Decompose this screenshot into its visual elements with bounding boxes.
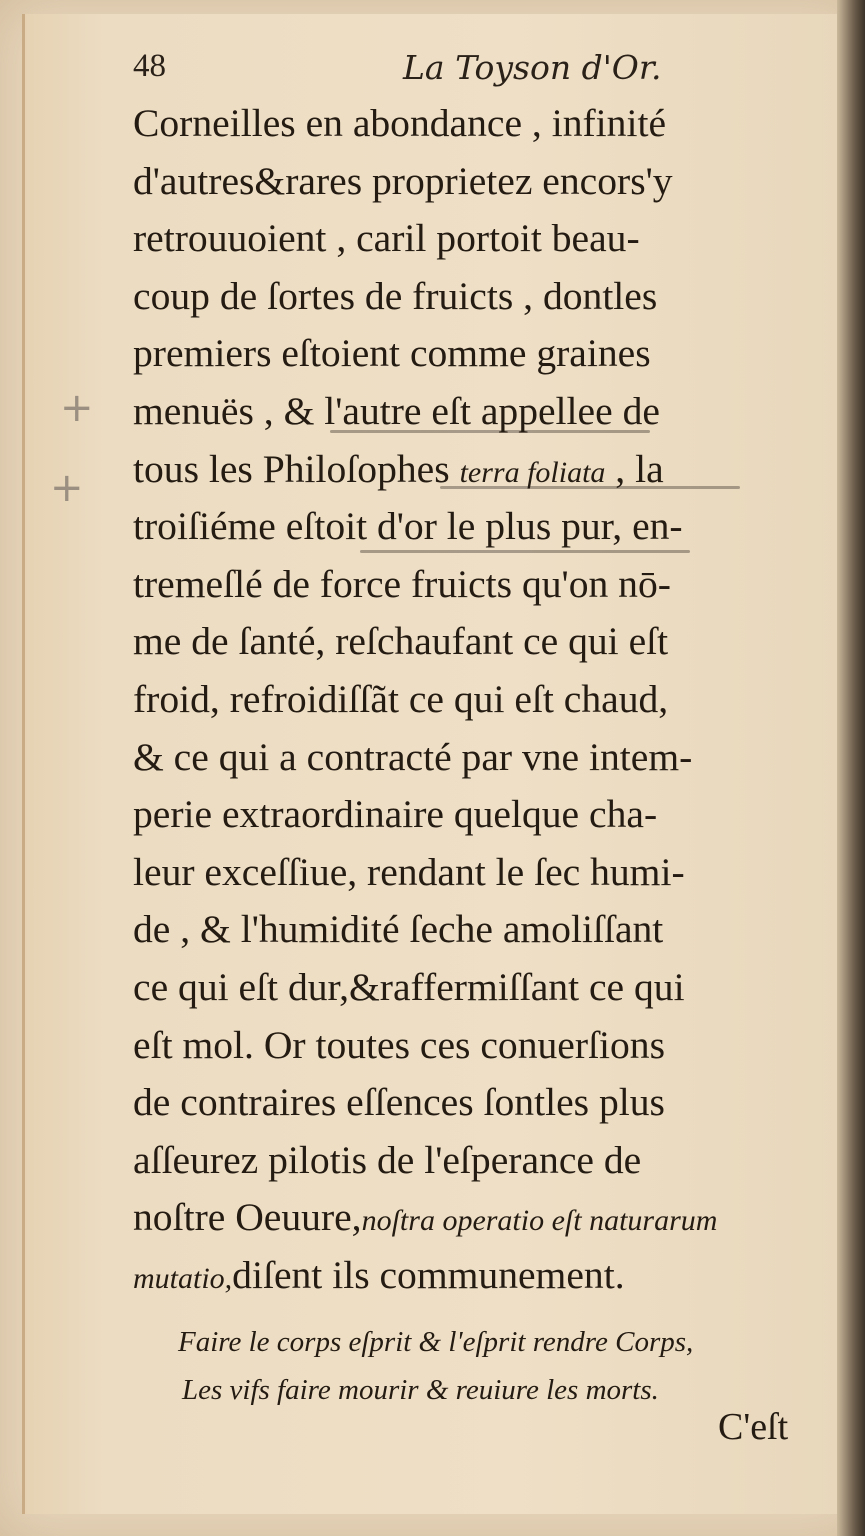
text-line: premiers eſtoient comme graines bbox=[133, 331, 651, 376]
text-line: coup de ſortes de fruicts , dontles bbox=[133, 273, 658, 318]
text-line: perie extraordinaire quelque cha- bbox=[133, 792, 658, 837]
text-line bbox=[133, 1247, 823, 1305]
text-line: aſſeurez pilotis de l'eſperance de bbox=[133, 1137, 642, 1182]
verse-block bbox=[178, 1318, 818, 1414]
book-spine bbox=[837, 0, 865, 1536]
pencil-cross-mark: + bbox=[60, 385, 94, 431]
italic-phrase: terra foliata bbox=[459, 455, 606, 489]
italic-phrase: noſtra operatio eſt naturarum bbox=[361, 1204, 718, 1238]
text-line: ce qui eſt dur,&raffermiſſant ce qui bbox=[133, 964, 685, 1009]
text-segment: noſtre Oeuure, bbox=[133, 1195, 362, 1240]
text-line: tremeſlé de force fruicts qu'on nō- bbox=[133, 561, 671, 606]
text-line: eſt mol. Or toutes ces conuerſions bbox=[133, 1022, 665, 1067]
text-line: menuës , & l'autre eſt appellee de bbox=[133, 388, 660, 433]
italic-phrase: mutatio, bbox=[133, 1261, 233, 1295]
verse-line: Faire le corps eſprit & l'eſprit rendre Corps, bbox=[178, 1326, 694, 1358]
text-line bbox=[133, 1189, 823, 1247]
page-number: 48 bbox=[133, 48, 166, 84]
text-line: troiſiéme eſtoit d'or le plus pur, en- bbox=[133, 504, 683, 549]
catchword: C'eſt bbox=[718, 1406, 789, 1448]
text-line: me de ſanté, reſchaufant ce qui eſt bbox=[133, 619, 669, 664]
text-segment: tous les Philoſophes bbox=[133, 446, 450, 491]
text-line: retrouuoient , caril portoit beau- bbox=[133, 216, 640, 261]
text-line: de , & l'humidité ſeche amoliſſant bbox=[133, 907, 664, 952]
text-line bbox=[133, 441, 823, 499]
text-line: leur exceſſiue, rendant le ſec humi- bbox=[133, 849, 685, 894]
text-segment: , la bbox=[605, 446, 664, 491]
text-line: Corneilles en abondance , infinité bbox=[133, 101, 667, 145]
pencil-cross-mark: + bbox=[50, 465, 84, 511]
running-title: La Toyson d'Or. bbox=[403, 48, 662, 87]
text-line: de contraires eſſences ſontles plus bbox=[133, 1080, 665, 1125]
text-line: d'autres&rares proprietez encors'y bbox=[133, 158, 673, 203]
text-line: & ce qui a contracté par vne intem- bbox=[133, 734, 693, 779]
verse-line: Les vifs faire mourir & reuiure les morts. bbox=[182, 1374, 659, 1406]
text-segment: diſent ils communement. bbox=[232, 1252, 625, 1297]
page-header bbox=[133, 48, 813, 88]
text-line: froid, refroidiſſãt ce qui eſt chaud, bbox=[133, 676, 669, 721]
body-text bbox=[133, 95, 823, 1304]
